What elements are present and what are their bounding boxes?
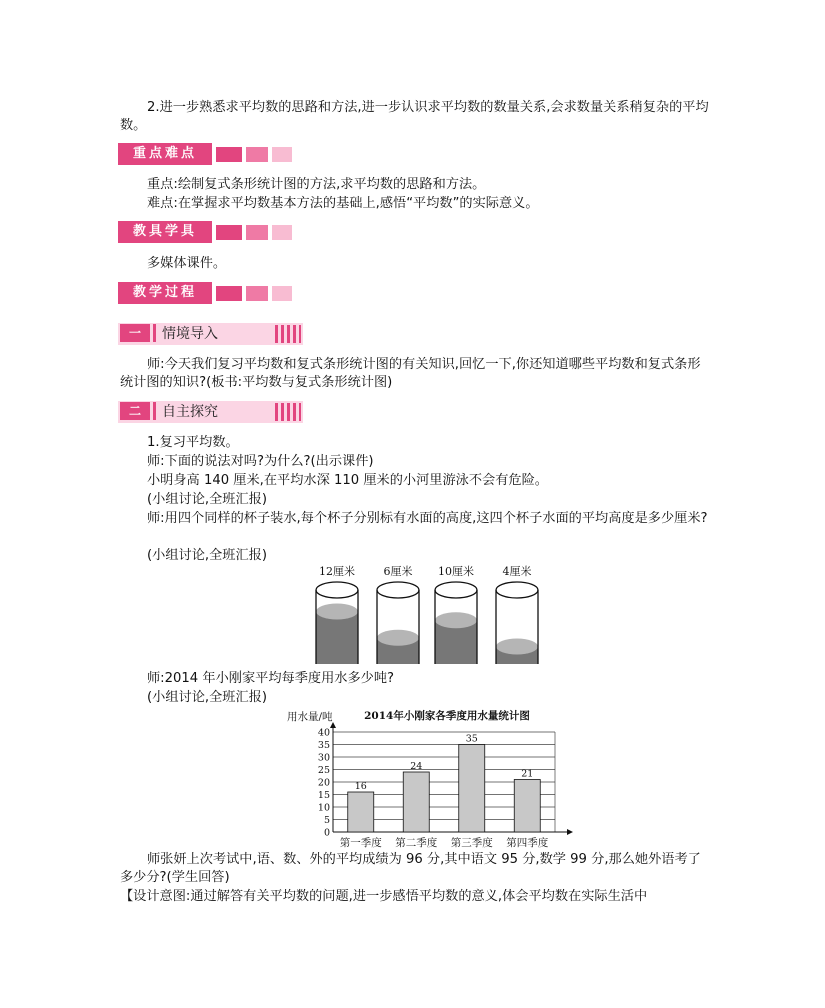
difficulty-line: 难点:在掌握求平均数基本方法的基础上,感悟“平均数”的实际意义。 xyxy=(147,196,539,211)
explore-line: 1.复习平均数。 xyxy=(147,435,239,450)
heading-label: 教具学具 xyxy=(118,221,212,243)
cup xyxy=(496,582,538,664)
x-tick-label: 第一季度 xyxy=(339,837,382,849)
cup xyxy=(435,582,477,664)
y-axis-label: 用水量/吨 xyxy=(287,711,333,723)
heading-square xyxy=(246,225,268,240)
bar xyxy=(514,780,540,833)
explore-line: 师:2014 年小刚家平均每季度用水多少吨? xyxy=(147,671,395,686)
y-tick-label: 30 xyxy=(317,752,330,764)
water-surface xyxy=(435,612,477,628)
explore-line: (小组讨论,全班汇报) xyxy=(147,548,267,563)
objective-2: 2.进一步熟悉求平均数的思路和方法,进一步认识求平均数的数量关系,会求数量关系稍复杂的平均数。 xyxy=(120,100,709,133)
heading-square xyxy=(216,286,242,301)
cup-rim xyxy=(316,582,358,598)
explore-line: 小明身高 140 厘米,在平均水深 110 厘米的小河里游泳不会有危险。 xyxy=(147,473,548,488)
bar-value-label: 21 xyxy=(521,768,534,780)
explore-line: 师:用四个同样的杯子装水,每个杯子分别标有水面的高度,这四个杯子水面的平均高度是多少厘米? xyxy=(147,511,708,526)
explore-line: (小组讨论,全班汇报) xyxy=(147,492,267,507)
y-tick-label: 35 xyxy=(317,740,330,751)
heading-square xyxy=(272,147,292,162)
cup-rim xyxy=(496,582,538,598)
bar-value-label: 35 xyxy=(465,733,478,745)
heading-label: 教学过程 xyxy=(118,282,212,304)
cup xyxy=(377,582,419,664)
water-surface xyxy=(377,630,419,646)
y-tick-label: 0 xyxy=(323,827,330,839)
intro-text: 师:今天我们复习平均数和复式条形统计图的有关知识,回忆一下,你还知道哪些平均数和复式条形统计图的知识?(板书:平均数与复式条形统计图) xyxy=(120,357,701,390)
part-title: 自主探究 xyxy=(162,404,218,420)
y-tick-label: 40 xyxy=(317,727,330,739)
cup-label: 12厘米 xyxy=(319,565,355,578)
water-usage-bar-chart xyxy=(285,704,575,852)
cup-rim xyxy=(435,582,477,598)
heading-stripes xyxy=(275,403,301,421)
materials-line: 多媒体课件。 xyxy=(147,256,227,271)
cup-label: 6厘米 xyxy=(383,565,413,578)
part-number: 一 xyxy=(120,324,150,342)
heading-label: 重点难点 xyxy=(118,143,212,165)
x-tick-label: 第二季度 xyxy=(395,837,438,849)
part-number: 二 xyxy=(120,402,150,420)
bar xyxy=(348,792,374,832)
cup-rim xyxy=(377,582,419,598)
explore-line: 师张妍上次考试中,语、数、外的平均成绩为 96 分,其中语文 95 分,数学 99 分,那么她外语考了多少分?(学生回答) xyxy=(120,852,701,885)
heading-square xyxy=(216,225,242,240)
explore-line: (小组讨论,全班汇报) xyxy=(147,690,267,705)
key-point-line: 重点:绘制复式条形统计图的方法,求平均数的思路和方法。 xyxy=(147,177,486,192)
water-surface xyxy=(496,639,538,655)
explore-line: 师:下面的说法对吗?为什么?(出示课件) xyxy=(147,454,374,469)
cup xyxy=(316,582,358,664)
part-heading-explore xyxy=(118,401,303,423)
part-heading-intro xyxy=(118,323,303,345)
design-intent-line: 【设计意图:通过解答有关平均数的问题,进一步感悟平均数的意义,体会平均数在实际生活中 xyxy=(120,889,648,904)
x-tick-label: 第三季度 xyxy=(450,837,493,849)
bar xyxy=(459,745,485,833)
heading-square xyxy=(272,286,292,301)
x-tick-label: 第四季度 xyxy=(506,837,549,849)
x-axis-arrow xyxy=(567,829,573,835)
y-tick-label: 5 xyxy=(323,815,330,826)
cup-label: 10厘米 xyxy=(438,565,474,578)
bar-value-label: 16 xyxy=(354,781,367,792)
y-tick-label: 25 xyxy=(317,765,330,776)
bar xyxy=(403,772,429,832)
cup-label: 4厘米 xyxy=(502,565,532,578)
heading-square xyxy=(272,225,292,240)
heading-square xyxy=(216,147,242,162)
y-tick-label: 10 xyxy=(317,802,330,814)
y-tick-label: 15 xyxy=(317,790,330,801)
heading-square xyxy=(246,286,268,301)
chart-title: 2014年小刚家各季度用水量统计图 xyxy=(364,710,530,722)
heading-stripes xyxy=(275,325,301,343)
bar-value-label: 24 xyxy=(410,761,423,772)
water-cups-figure xyxy=(300,560,550,672)
heading-square xyxy=(246,147,268,162)
part-title: 情境导入 xyxy=(162,326,218,342)
y-tick-label: 20 xyxy=(317,777,330,789)
water-surface xyxy=(316,604,358,620)
